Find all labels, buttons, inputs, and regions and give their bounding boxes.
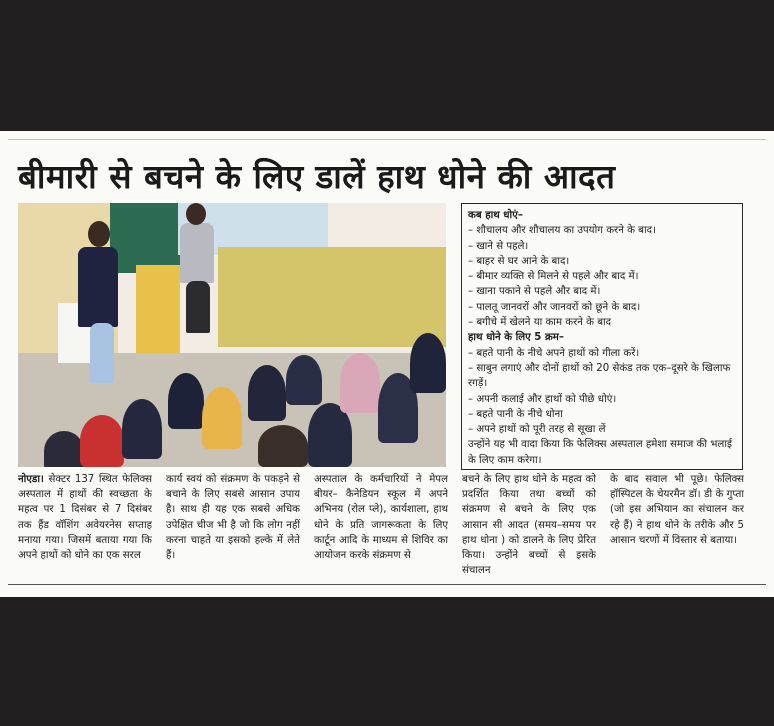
- top-divider: [8, 139, 766, 140]
- column-text: सेक्टर 137 स्थित फेलिक्स अस्पताल में हाथों की स्वच्छता के महत्व पर 1 दिसंबर से 7 दिसंबर तक हैंड वॉशिंग अवेयरनेस सप्ताह मनाया गया। जिसमें बताया गया कि अपने हाथों को धोने का एक सरल: [18, 474, 152, 562]
- tips-heading-when: कब हाथ धोएं–: [468, 210, 523, 221]
- teacher-trousers: [186, 281, 210, 333]
- closing-note: उन्होंने यह भी वादा किया कि फेलिक्स अस्पताल हमेशा समाज की भलाई के लिए काम करेगा।: [468, 439, 732, 466]
- article-column-2: [166, 472, 300, 582]
- tips-heading-steps: हाथ धोने के लिए 5 क्रम–: [468, 332, 564, 344]
- classroom-photo: [18, 203, 446, 467]
- child-figure: [202, 387, 242, 449]
- presenter-head: [88, 221, 110, 247]
- child-figure: [44, 431, 84, 467]
- green-board: [110, 203, 180, 273]
- step-item: – अपनी कलाई और हाथों को पीछे धोएं।: [468, 393, 617, 405]
- presenter-trousers: [90, 323, 114, 383]
- bottom-divider: [8, 584, 766, 585]
- teacher-figure: [180, 223, 214, 283]
- article-column-1: [18, 472, 152, 582]
- article-column-4: [462, 472, 596, 582]
- hand-washing-tips-box: [461, 203, 743, 470]
- step-item: – बहते पानी के नीचे धोना: [468, 408, 563, 420]
- tip-item: – बीमार व्यक्ति से मिलने से पहले और बाद में।: [468, 271, 639, 283]
- child-figure: [340, 353, 380, 413]
- tip-item: – बाहर से घर आने के बाद।: [468, 255, 570, 267]
- tip-item: – पालतू जानवरों और जानवरों को छूने के बाद।: [468, 301, 641, 313]
- column-text: कार्य स्वयं को संक्रमण के पकड़ने से बचाने के लिए सबसे आसान उपाय है। साथ ही यह एक सबसे अधिक उपेक्षित चीज भी है जो कि लोग नहीं करना चाहते या इसको हल्के में लेते हैं।: [166, 474, 300, 562]
- headline: बीमारी से बचने के लिए डालें हाथ धोने की आदत: [18, 157, 616, 196]
- child-figure: [286, 355, 322, 405]
- step-item: – अपने हाथों को पूरी तरह से सूखा लें: [468, 424, 606, 436]
- step-item: – बहते पानी के नीचे अपने हाथों को गीला करें।: [468, 347, 640, 359]
- child-figure: [80, 415, 124, 467]
- dateline: नोएडा।: [18, 474, 44, 485]
- child-figure: [248, 365, 286, 421]
- tip-item: – खाना पकाने से पहले और बाद में।: [468, 286, 601, 298]
- presenter-figure: [78, 247, 118, 327]
- tip-item: – बगीचे में खेलने या काम करने के बाद: [468, 317, 612, 329]
- child-figure: [122, 399, 162, 459]
- yellow-wall-panel: [218, 247, 446, 347]
- column-text: के बाद सवाल भी पूछे। फेलिक्स हॉस्पिटल के चेयरमैन डॉ। डी के गुप्ता (जो इस अभियान का संचालन कर रहे हैं) ने हाथ धोने के तरीके और 5 आसान चरणों में विस्तार से बताया।: [610, 474, 744, 546]
- article-column-3: [314, 472, 448, 582]
- step-item: – साबुन लगाएं और दोनों हाथों को 20 सेकंड तक एक–दूसरे के खिलाफ रगड़ें।: [468, 362, 731, 390]
- display-stand: [136, 265, 180, 353]
- tip-item: – शौचालय और शौचालय का उपयोग करने के बाद।: [468, 225, 656, 237]
- article-column-5: [610, 472, 744, 582]
- newspaper-clipping: [0, 131, 774, 597]
- child-figure: [168, 373, 204, 429]
- column-text: अस्पताल के कर्मचारियों ने मेपल बीयर– कैनेडियन स्कूल में अपने अभिनय (रोल प्ले), कार्यशाला, हाथ धोने के प्रति जागरूकता के लिए कार्टून आदि के माध्यम से शिविर का आयोजन करके संक्रमण से: [314, 474, 448, 562]
- tip-item: – खाने से पहले।: [468, 240, 529, 252]
- child-figure: [258, 425, 308, 467]
- child-figure: [410, 333, 446, 393]
- teacher-head: [186, 203, 206, 225]
- column-text: बचने के लिए हाथ धोने के महत्व को प्रदर्शित किया तथा बच्चों को संक्रमण से बचने के लिए एक आसान सी आदत (समय–समय पर हाथ धोना ) को डालने के लिए प्रेरित किया। उन्होंने बच्चों से इसके संचालन: [462, 474, 596, 577]
